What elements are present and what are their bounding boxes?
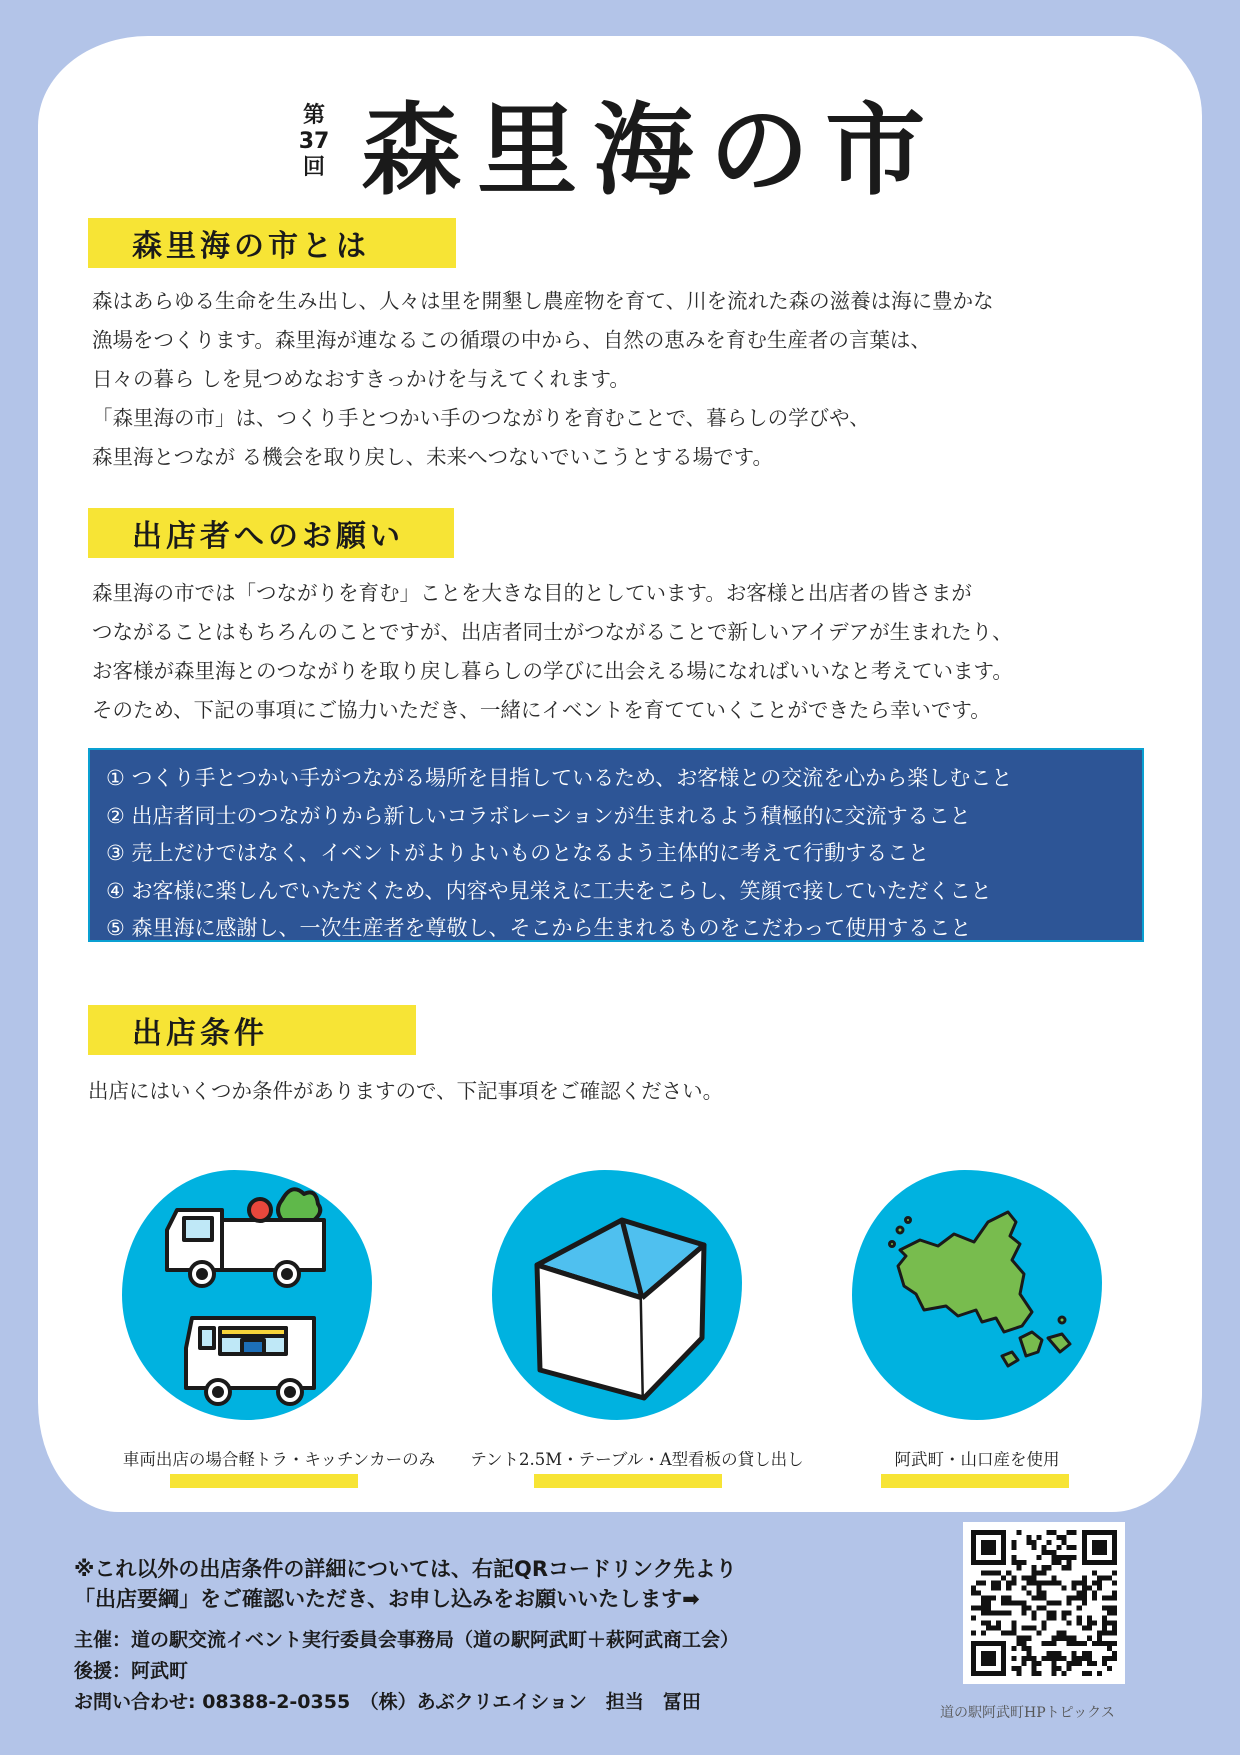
about-paragraph (92, 282, 1152, 477)
section-heading-about: 森里海の市とは (88, 218, 456, 268)
qr-caption: 道の駅阿武町HPトピックス (940, 1705, 1115, 1721)
title-main: 森里海の市 (361, 92, 942, 209)
section-heading-conditions: 出店条件 (88, 1005, 416, 1055)
condition-label-local: 阿武町・山口産を使用 (894, 1450, 1060, 1469)
rule-item: ③ 売上だけではなく、イベントがよりよいものとなるよう主体的に考えて行動すること (106, 841, 930, 865)
label-underline (170, 1474, 358, 1488)
text-line: 日々の暮ら しを見つめなおすきっかけを与えてくれます。 (92, 367, 630, 391)
text-line: 森里海とつなが る機会を取り戻し、未来へつないでいこうとする場です。 (92, 445, 773, 469)
rules-box (88, 748, 1144, 942)
section-heading-requests: 出店者へのお願い (88, 508, 454, 558)
organizer-line: 主催：道の駅交流イベント実行委員会事務局（道の駅阿武町＋萩阿武商工会） (74, 1629, 740, 1651)
condition-local-produce (842, 1170, 1122, 1430)
condition-vehicle (112, 1170, 392, 1430)
rule-item: ④ お客様に楽しんでいただくため、内容や見栄えに工夫をこらし、笑顔で接していただくこと (106, 878, 992, 903)
condition-tent (482, 1170, 762, 1430)
text-line: つながることはもちろんのことですが、出店者同士がつながることで新しいアイデアが生まれたり、 (92, 620, 1013, 644)
truck-icon (122, 1170, 372, 1420)
label-underline (534, 1474, 722, 1488)
support-line: 後援：阿武町 (74, 1660, 189, 1682)
text-line: そのため、下記の事項にご協力いただき、一緒にイベントを育てていくことができたら幸いです。 (92, 698, 991, 722)
label-underline (881, 1474, 1069, 1488)
tent-icon (492, 1170, 742, 1420)
edition-label: 第 37 回 (298, 103, 330, 180)
organizer-info (74, 1625, 739, 1718)
contact-line: お問い合わせ: 08388-2-0355 （株）あぶクリエイション 担当 冨田 (74, 1691, 701, 1713)
map-icon (852, 1170, 1102, 1420)
text-line: 森里海の市では「つながりを育む」ことを大きな目的としています。お客様と出店者の皆さまが (92, 581, 972, 605)
rule-item: ⑤ 森里海に感謝し、一次生産者を尊敬し、そこから生まれるものをこだわって使用すること (106, 916, 972, 940)
text-line: 森はあらゆる生命を生み出し、人々は里を開墾し農産物を育て、川を流れた森の滋養は海に豊かな (92, 289, 994, 313)
details-note: ※これ以外の出店条件の詳細については、右記QRコードリンク先より 「出店要綱」をご確認いただき、お申し込みをお願いいたします➡ (74, 1557, 737, 1611)
condition-label-tent: テント2.5M・テーブル・A型看板の貸し出し (470, 1450, 804, 1469)
qr-code-icon (971, 1530, 1117, 1676)
text-line: お客様が森里海とのつながりを取り戻し暮らしの学びに出会える場になればいいなと考えています。 (92, 659, 1013, 683)
qr-code[interactable] (963, 1522, 1125, 1684)
rule-item: ② 出店者同士のつながりから新しいコラボレーションが生まれるよう積極的に交流すること (106, 803, 971, 828)
text-line: 「森里海の市」は、つくり手とつかい手のつながりを育むことで、暮らしの学びや、 (92, 406, 870, 430)
condition-label-vehicle: 車両出店の場合軽トラ・キッチンカーのみ (122, 1450, 436, 1469)
requests-paragraph (92, 574, 1152, 730)
rule-item: ① つくり手とつかい手がつながる場所を目指しているため、お客様との交流を心から楽しむこと (106, 766, 1013, 790)
text-line: 漁場をつくります。森里海が連なるこの循環の中から、自然の恵みを育む生産者の言葉は、 (92, 328, 931, 352)
conditions-intro: 出店にはいくつか条件がありますので、下記事項をご確認ください。 (88, 1079, 724, 1103)
event-title (0, 82, 1240, 209)
